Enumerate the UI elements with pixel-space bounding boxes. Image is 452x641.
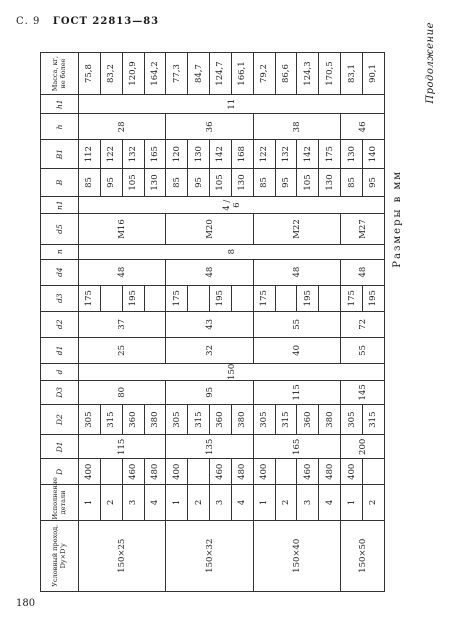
d5-cell: M20 xyxy=(166,214,253,245)
n-shared-cell: 8 xyxy=(79,244,385,259)
d1-outer-cell: 165 xyxy=(253,435,340,459)
page-header xyxy=(16,16,159,27)
b1-cell: 112 xyxy=(79,140,101,168)
d3-cell: 195 xyxy=(122,285,144,311)
b1-cell: 132 xyxy=(275,140,297,168)
mass-cell: 75,8 xyxy=(79,53,101,95)
h-cell: 38 xyxy=(253,114,340,140)
mass-cell: 124,7 xyxy=(210,53,232,95)
column-header: n xyxy=(41,244,79,259)
version-cell: 2 xyxy=(100,485,122,520)
table-row xyxy=(253,53,275,592)
version-cell: 2 xyxy=(188,485,210,520)
d3-cell xyxy=(319,285,341,311)
page-label: С. 9 xyxy=(16,16,41,27)
version-cell: 1 xyxy=(253,485,275,520)
b1-cell: 132 xyxy=(122,140,144,168)
b-cell: 85 xyxy=(341,168,363,196)
mass-cell: 77,3 xyxy=(166,53,188,95)
d2-outer-cell: 315 xyxy=(362,404,384,435)
b-cell: 95 xyxy=(362,168,384,196)
d3-cell xyxy=(144,285,166,311)
b1-cell: 142 xyxy=(297,140,319,168)
d2-outer-cell: 360 xyxy=(210,404,232,435)
column-header: Условный проход, Dу×D'у xyxy=(41,520,79,591)
d-cell xyxy=(275,459,297,485)
b-cell: 105 xyxy=(122,168,144,196)
column-header: D xyxy=(41,459,79,485)
d3-cell xyxy=(100,285,122,311)
b1-cell: 168 xyxy=(231,140,253,168)
d3-outer-cell: 95 xyxy=(166,380,253,404)
column-header: D3 xyxy=(41,380,79,404)
h-cell: 28 xyxy=(79,114,166,140)
table-caption: Размеры в мм xyxy=(392,170,403,268)
d-cell: 480 xyxy=(144,459,166,485)
d-cell xyxy=(100,459,122,485)
d4-cell: 48 xyxy=(341,259,385,285)
version-cell: 1 xyxy=(79,485,101,520)
d-cell: 400 xyxy=(166,459,188,485)
version-cell: 3 xyxy=(122,485,144,520)
mass-cell: 86,6 xyxy=(275,53,297,95)
b1-cell: 175 xyxy=(319,140,341,168)
h1-cell: 11 xyxy=(79,95,385,114)
b-cell: 130 xyxy=(231,168,253,196)
d1-cell: 32 xyxy=(166,337,253,363)
d3-cell xyxy=(231,285,253,311)
rotated-table-wrapper xyxy=(40,52,385,592)
table-row xyxy=(79,53,101,592)
standard-id: ГОСТ 22813—83 xyxy=(52,16,160,27)
b-cell: 85 xyxy=(166,168,188,196)
mass-cell: 79,2 xyxy=(253,53,275,95)
d1-cell: 40 xyxy=(253,337,340,363)
d2-cell: 55 xyxy=(253,311,340,337)
d2-cell: 72 xyxy=(341,311,385,337)
d2-outer-cell: 315 xyxy=(100,404,122,435)
mass-cell: 166,1 xyxy=(231,53,253,95)
b-cell: 105 xyxy=(210,168,232,196)
table-row xyxy=(166,53,188,592)
column-header: d5 xyxy=(41,214,79,245)
d5-cell: M22 xyxy=(253,214,340,245)
version-cell: 4 xyxy=(231,485,253,520)
d1-cell: 55 xyxy=(341,337,385,363)
version-cell: 3 xyxy=(297,485,319,520)
version-cell: 4 xyxy=(144,485,166,520)
version-cell: 2 xyxy=(275,485,297,520)
version-cell: 1 xyxy=(166,485,188,520)
d4-cell: 48 xyxy=(166,259,253,285)
column-header: B1 xyxy=(41,140,79,168)
nominal-bore-cell: 150×32 xyxy=(166,520,253,591)
mass-cell: 120,9 xyxy=(122,53,144,95)
d3-cell xyxy=(188,285,210,311)
d3-cell: 175 xyxy=(166,285,188,311)
d2-cell: 37 xyxy=(79,311,166,337)
d2-outer-cell: 315 xyxy=(275,404,297,435)
d3-outer-cell: 115 xyxy=(253,380,340,404)
d3-cell: 175 xyxy=(341,285,363,311)
d4-cell: 48 xyxy=(253,259,340,285)
b-cell: 105 xyxy=(297,168,319,196)
b-cell: 85 xyxy=(253,168,275,196)
d-cell: 480 xyxy=(319,459,341,485)
table-row xyxy=(341,53,363,592)
column-header: h1 xyxy=(41,95,79,114)
column-header: n1 xyxy=(41,197,79,214)
d2-outer-cell: 380 xyxy=(144,404,166,435)
column-header: d2 xyxy=(41,311,79,337)
d-cell: 400 xyxy=(79,459,101,485)
header-row xyxy=(41,53,79,592)
b1-cell: 122 xyxy=(253,140,275,168)
d2-cell: 43 xyxy=(166,311,253,337)
mass-cell: 83,1 xyxy=(341,53,363,95)
b-cell: 85 xyxy=(79,168,101,196)
d2-outer-cell: 305 xyxy=(253,404,275,435)
column-header: d1 xyxy=(41,337,79,363)
d2-outer-cell: 305 xyxy=(79,404,101,435)
nominal-bore-cell: 150×40 xyxy=(253,520,340,591)
h-cell: 36 xyxy=(166,114,253,140)
d3-outer-cell: 80 xyxy=(79,380,166,404)
d2-outer-cell: 380 xyxy=(231,404,253,435)
mass-cell: 170,5 xyxy=(319,53,341,95)
mass-cell: 90,1 xyxy=(362,53,384,95)
b1-cell: 130 xyxy=(341,140,363,168)
b-cell: 95 xyxy=(100,168,122,196)
column-header: D1 xyxy=(41,435,79,459)
d-shared-cell: 150 xyxy=(79,363,385,380)
column-header: h xyxy=(41,114,79,140)
column-header: Масса, кг, не более xyxy=(41,53,79,95)
d2-outer-cell: 305 xyxy=(166,404,188,435)
b-cell: 95 xyxy=(188,168,210,196)
d2-outer-cell: 360 xyxy=(122,404,144,435)
d3-cell: 195 xyxy=(297,285,319,311)
b1-cell: 165 xyxy=(144,140,166,168)
d2-outer-cell: 360 xyxy=(297,404,319,435)
d1-outer-cell: 115 xyxy=(79,435,166,459)
mass-cell: 84,7 xyxy=(188,53,210,95)
mass-cell: 124,3 xyxy=(297,53,319,95)
d-cell xyxy=(188,459,210,485)
column-header: B xyxy=(41,168,79,196)
d3-cell: 175 xyxy=(79,285,101,311)
d-cell: 460 xyxy=(122,459,144,485)
column-header: d3 xyxy=(41,285,79,311)
mass-cell: 164,2 xyxy=(144,53,166,95)
version-cell: 1 xyxy=(341,485,363,520)
d3-cell xyxy=(275,285,297,311)
d-cell: 400 xyxy=(341,459,363,485)
nominal-bore-cell: 150×50 xyxy=(341,520,385,591)
mass-cell: 83,2 xyxy=(100,53,122,95)
d2-outer-cell: 380 xyxy=(319,404,341,435)
nominal-bore-cell: 150×25 xyxy=(79,520,166,591)
d-cell: 480 xyxy=(231,459,253,485)
d5-cell: M16 xyxy=(79,214,166,245)
d3-cell: 175 xyxy=(253,285,275,311)
b1-cell: 142 xyxy=(210,140,232,168)
d2-outer-cell: 305 xyxy=(341,404,363,435)
continuation-label: Продолжение xyxy=(425,22,436,104)
d5-cell: M27 xyxy=(341,214,385,245)
d3-cell: 195 xyxy=(362,285,384,311)
b1-cell: 120 xyxy=(166,140,188,168)
d-cell xyxy=(362,459,384,485)
column-header: d xyxy=(41,363,79,380)
column-header: D2 xyxy=(41,404,79,435)
column-header: d4 xyxy=(41,259,79,285)
dimensions-table xyxy=(40,52,385,592)
d-cell: 460 xyxy=(210,459,232,485)
d3-outer-cell: 145 xyxy=(341,380,385,404)
b1-cell: 140 xyxy=(362,140,384,168)
column-header: Исполнение детали xyxy=(41,485,79,520)
h-cell: 46 xyxy=(341,114,385,140)
version-cell: 2 xyxy=(362,485,384,520)
d1-outer-cell: 135 xyxy=(166,435,253,459)
b1-cell: 130 xyxy=(188,140,210,168)
d-cell: 460 xyxy=(297,459,319,485)
d4-cell: 48 xyxy=(79,259,166,285)
b1-cell: 122 xyxy=(100,140,122,168)
d2-outer-cell: 315 xyxy=(188,404,210,435)
version-cell: 3 xyxy=(210,485,232,520)
b-cell: 95 xyxy=(275,168,297,196)
d3-cell: 195 xyxy=(210,285,232,311)
b-cell: 130 xyxy=(144,168,166,196)
d-cell: 400 xyxy=(253,459,275,485)
version-cell: 4 xyxy=(319,485,341,520)
d1-cell: 25 xyxy=(79,337,166,363)
b-cell: 130 xyxy=(319,168,341,196)
d1-outer-cell: 200 xyxy=(341,435,385,459)
n1-cell: 4 / 6 xyxy=(79,197,385,214)
page-number: 180 xyxy=(16,598,36,609)
